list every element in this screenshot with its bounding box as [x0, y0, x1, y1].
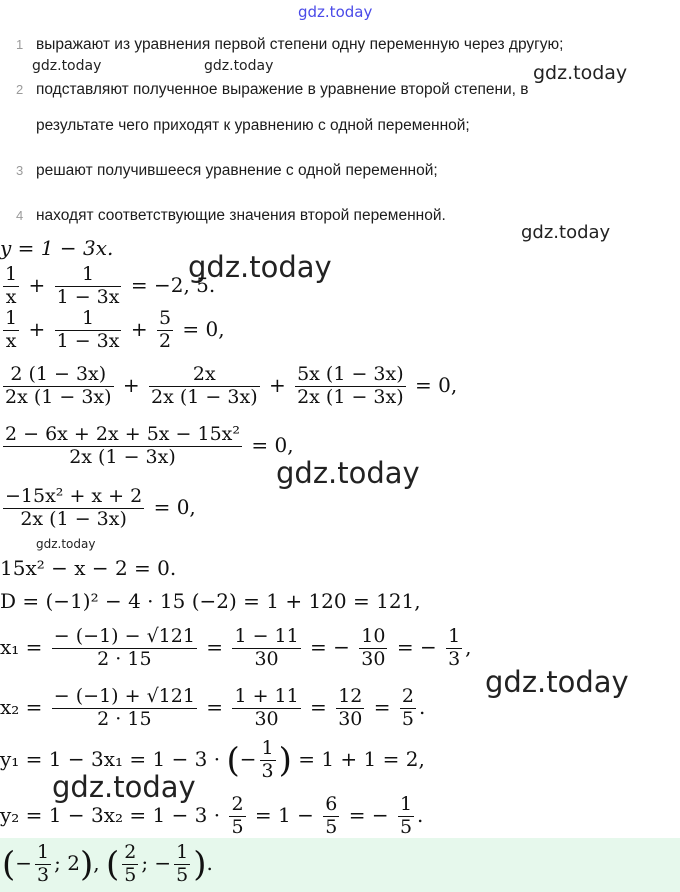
- fraction: $\frac{1}{5}$: [176, 841, 189, 886]
- math-text: = 0,: [415, 372, 458, 397]
- math-line: [0, 236, 113, 260]
- fraction: $\frac{1}{3}$: [448, 625, 461, 670]
- fraction: $\frac{- (-1) - √121}{2 \cdot 15}$: [53, 625, 195, 670]
- math-line: [0, 264, 215, 309]
- watermark: gdz.today: [276, 456, 420, 490]
- math-text: = 0,: [153, 494, 196, 519]
- math-line: y₂ = 1 − 3x₂ = 1 − 3 · $\frac{2}{5}$ = 1 − $\frac{6}{5}$ = − $\frac{1}{5}$ .: [0, 793, 424, 838]
- step-text: находят соответствующие значения второй переменной.: [36, 207, 446, 224]
- fraction: $\frac{2 (1 - 3x)}{2x (1 - 3x)}$: [5, 363, 112, 408]
- fraction: $\frac{1}{x}$: [5, 263, 18, 308]
- math-text: 15x² − x − 2 = 0.: [0, 556, 177, 580]
- watermark-top: gdz.today: [298, 3, 373, 21]
- step-item: [16, 117, 470, 135]
- math-line: [0, 589, 421, 613]
- answer-text: (− $\frac{1}{3}$ ; 2), ( $\frac{2}{5}$ ; − $\frac{1}{5}$ ).: [2, 841, 213, 886]
- math-text: = −2, 5.: [130, 272, 216, 297]
- fraction: $\frac{2}{5}$: [231, 793, 244, 838]
- step-number: 4: [16, 208, 24, 223]
- fraction: $\frac{1}{3}$: [261, 737, 274, 782]
- fraction: $\frac{1}{1 - 3x}$: [56, 263, 120, 308]
- step-number: 1: [16, 37, 24, 52]
- fraction: $\frac{1}{5}$: [399, 793, 413, 838]
- math-text: = 0,: [251, 432, 294, 457]
- step-item: [16, 207, 446, 225]
- step-number: 2: [16, 82, 24, 97]
- math-text: = 1 + 1 = 2,: [298, 746, 425, 771]
- fraction: $\frac{\text{2 − 6x + 2x + 5x − 15x²}}{2x (1 - 3x)}$: [5, 423, 241, 468]
- math-text: D = (−1)² − 4 · 15 (−2) = 1 + 120 = 121,: [0, 589, 421, 613]
- math-line: $\frac{2 (1 - 3x)}{2x (1 - 3x)}$ + $\frac{2x}{2x (1 - 3x)}$ + $\frac{5x (1 - 3x)}{2x (1 - 3x)}$ = 0,: [5, 363, 458, 408]
- watermark: gdz.today: [32, 58, 102, 74]
- step-text: выражают из уравнения первой степени одну переменную через другую;: [36, 36, 564, 53]
- math-text: y₁ = 1 − 3x₁ = 1 − 3 ·: [0, 746, 221, 771]
- fraction: $\frac{- (-1) + √121}{2 \cdot 15}$: [53, 685, 195, 730]
- watermark: gdz.today: [533, 62, 628, 84]
- math-line: [0, 424, 294, 469]
- step-item: [16, 81, 529, 99]
- fraction: $\frac{6}{5}$: [325, 793, 338, 838]
- step-number: 3: [16, 163, 24, 178]
- watermark: gdz.today: [521, 222, 611, 243]
- watermark: gdz.today: [188, 250, 332, 284]
- fraction: $\frac{2}{5}$: [124, 841, 137, 886]
- watermark: gdz.today: [204, 58, 274, 74]
- math-text: x₂ =: [0, 694, 43, 719]
- fraction: $\frac{1}{x}$: [5, 307, 18, 352]
- fraction: $\frac{5}{2}$: [158, 307, 172, 352]
- math-text: x₁ =: [0, 634, 43, 659]
- step-item: [16, 36, 563, 54]
- fraction: $\frac{10}{30}$: [361, 625, 386, 670]
- fraction: $\frac{12}{30}$: [338, 685, 363, 730]
- fraction: $\frac{1}{1 - 3x}$: [56, 307, 120, 352]
- watermark: gdz.today: [52, 770, 196, 804]
- watermark: gdz.today: [36, 537, 96, 551]
- math-line: x₂ = $\frac{- (-1) + √121}{2 \cdot 15}$ = $\frac{1 + 11}{30}$ = $\frac{12}{30}$ = $\frac{2}{5}$ .: [0, 685, 426, 730]
- fraction: $\frac{1 + 11}{30}$: [234, 685, 299, 730]
- math-text: y₂ = 1 − 3x₂ = 1 − 3 ·: [0, 802, 221, 827]
- fraction: $\frac{1}{3}$: [37, 841, 50, 886]
- fraction: $\frac{2x}{2x (1 - 3x)}$: [151, 363, 258, 408]
- math-line: [0, 556, 176, 580]
- math-line: y₁ = 1 − 3x₁ = 1 − 3 · (− $\frac{1}{3}$ ) = 1 + 1 = 2,: [0, 737, 425, 782]
- step-item: [16, 162, 438, 180]
- fraction: $\frac{2}{5}$: [401, 685, 414, 730]
- step-text: подставляют полученное выражение в уравнение второй степени, в: [36, 81, 529, 98]
- math-text: y = 1 − 3x.: [0, 236, 114, 260]
- math-line: x₁ = $\frac{- (-1) - √121}{2 \cdot 15}$ = $\frac{1 - 11}{30}$ = − $\frac{10}{30}$ = − $\frac{1}{3}$ ,: [0, 625, 472, 670]
- math-line: [0, 486, 196, 531]
- math-line: $\frac{1}{x}$ + $\frac{1}{1 - 3x}$ + $\frac{5}{2}$ = 0,: [5, 307, 225, 352]
- step-text: результате чего приходят к уравнению с одной переменной;: [36, 117, 470, 134]
- fraction: $\frac{\text{−15x² + x + 2}}{2x (1 - 3x)}$: [5, 485, 143, 530]
- watermark: gdz.today: [485, 665, 629, 699]
- fraction: $\frac{5x (1 - 3x)}{2x (1 - 3x)}$: [297, 363, 404, 408]
- step-text: решают получившееся уравнение с одной переменной;: [36, 162, 438, 179]
- fraction: $\frac{1 - 11}{30}$: [234, 625, 299, 670]
- math-op: +: [28, 272, 46, 297]
- math-text: = 0,: [182, 316, 225, 341]
- answer-box: [0, 838, 680, 892]
